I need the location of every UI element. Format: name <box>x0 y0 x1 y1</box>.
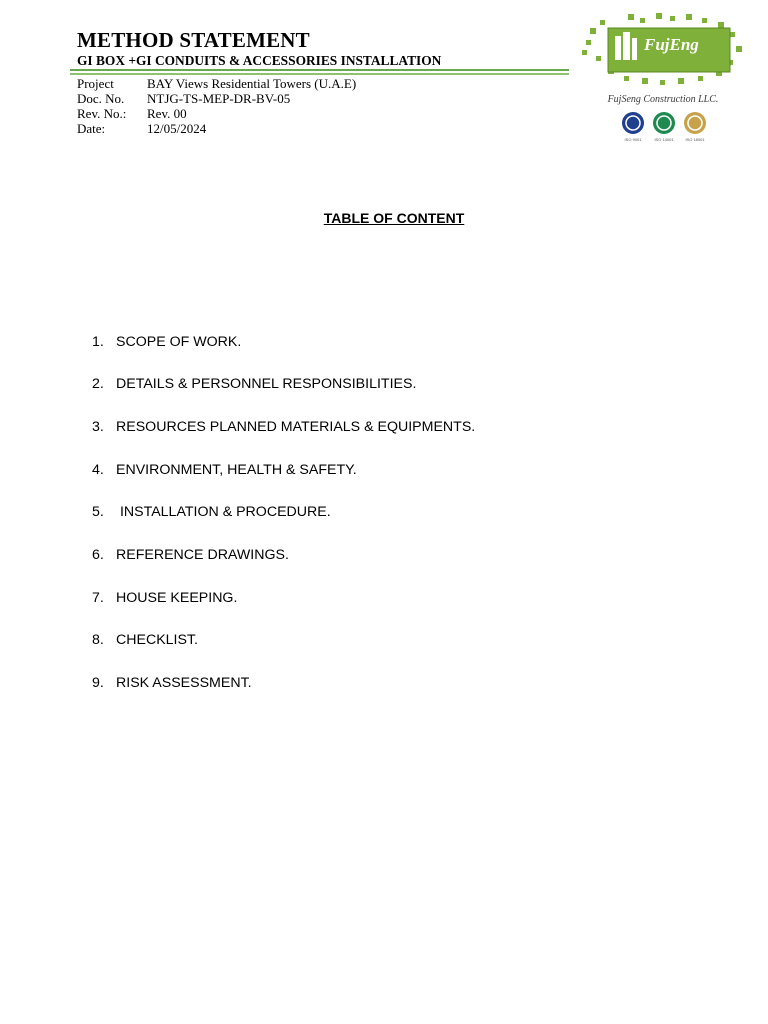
cert-label: ISO 18001 <box>685 137 705 142</box>
toc-item <box>92 632 198 648</box>
document-subtitle: GI BOX +GI CONDUITS & ACCESSORIES INSTALLATION <box>77 53 442 68</box>
cert-label: ISO 14001 <box>654 137 674 142</box>
meta-value: 12/05/2024 <box>147 121 207 136</box>
toc-item-text: REFERENCE DRAWINGS. <box>116 547 289 563</box>
toc-item <box>92 376 416 392</box>
meta-row-doc-no <box>77 91 356 106</box>
meta-label: Doc. No. <box>77 91 125 106</box>
header-rule-top <box>70 69 569 71</box>
meta-row-date <box>77 121 356 136</box>
meta-value: NTJG-TS-MEP-DR-BV-05 <box>147 91 291 106</box>
toc-item-number: 1. <box>92 334 104 350</box>
toc-item <box>92 462 357 478</box>
toc-item <box>92 675 252 691</box>
meta-label: Date: <box>77 121 106 136</box>
meta-label: Rev. No.: <box>77 106 127 121</box>
toc-item-text: INSTALLATION & PROCEDURE. <box>116 504 331 520</box>
toc-item-text: HOUSE KEEPING. <box>116 590 238 606</box>
toc-item-number: 9. <box>92 675 104 691</box>
toc-item-text: CHECKLIST. <box>116 632 198 648</box>
toc-item-text: ENVIRONMENT, HEALTH & SAFETY. <box>116 462 357 478</box>
meta-row-project <box>77 76 356 91</box>
toc-item-number: 5. <box>92 504 104 520</box>
toc-item-number: 6. <box>92 547 104 563</box>
meta-row-rev-no <box>77 106 356 121</box>
toc-item-number: 4. <box>92 462 104 478</box>
toc-item-number: 7. <box>92 590 104 606</box>
logo-brand-text: FujEng <box>644 35 699 54</box>
document-meta <box>77 76 356 136</box>
toc-item <box>92 334 241 350</box>
meta-value: BAY Views Residential Towers (U.A.E) <box>147 76 357 91</box>
meta-label: Project <box>77 76 114 91</box>
toc-item <box>92 419 475 435</box>
company-logo <box>578 10 748 146</box>
toc-item-number: 2. <box>92 376 104 392</box>
toc-item <box>92 504 331 520</box>
toc-item <box>92 590 237 606</box>
toc-item-number: 3. <box>92 419 104 435</box>
logo-company-text: FujSeng Construction LLC. <box>607 94 719 105</box>
meta-value: Rev. 00 <box>147 106 187 121</box>
toc-item-text: RESOURCES PLANNED MATERIALS & EQUIPMENTS. <box>116 419 476 435</box>
toc-item-text: RISK ASSESSMENT. <box>116 675 252 691</box>
toc-item-number: 8. <box>92 632 104 648</box>
toc-item-text: DETAILS & PERSONNEL RESPONSIBILITIES. <box>116 376 417 392</box>
toc-item-text: SCOPE OF WORK. <box>116 334 242 350</box>
toc-title: TABLE OF CONTENT <box>323 210 465 226</box>
header-rule-bottom <box>70 73 569 75</box>
document-title: METHOD STATEMENT <box>77 28 310 52</box>
toc-item <box>92 547 289 563</box>
cert-badges <box>622 112 706 142</box>
cert-label: ISO 9001 <box>624 137 642 142</box>
